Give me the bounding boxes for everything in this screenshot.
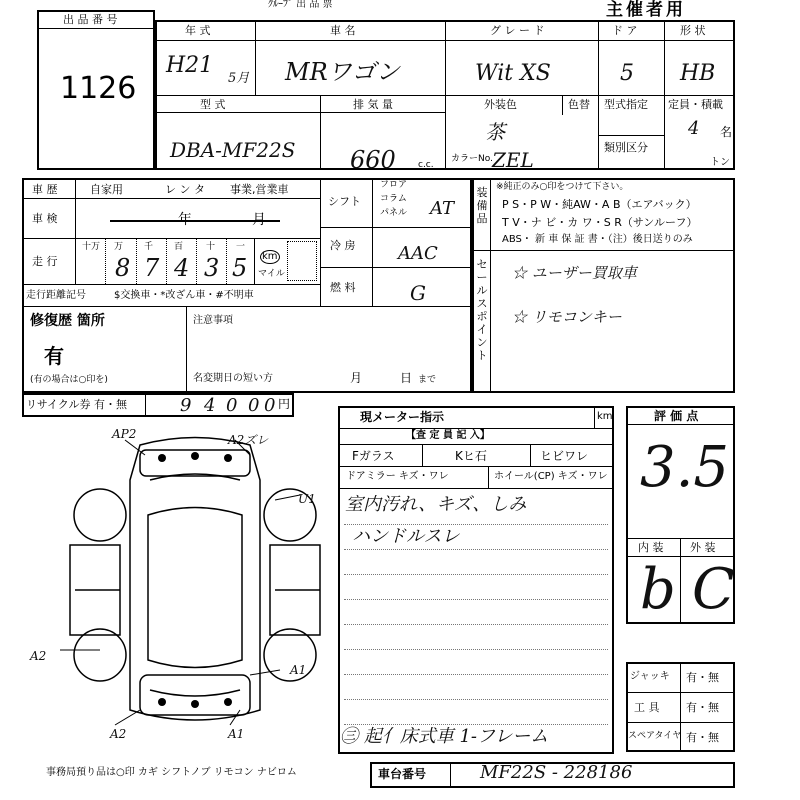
evaluation-score: 3.5: [640, 435, 730, 500]
inspector-label: 【査 定 員 記 入】: [406, 430, 490, 441]
recycle-label: リサイクル券 有・無: [26, 398, 127, 411]
exterior-grade: C: [692, 557, 735, 622]
history-label: 車 歴: [32, 183, 58, 196]
spare-tire-label: スペアタイヤ: [628, 731, 682, 741]
inspection-month: 月: [252, 212, 266, 228]
equipment-instruction: ※純正のみ○印をつけて下さい。: [496, 182, 629, 192]
sales-point-label: セ ー ル ス ポ イ ン ト: [476, 258, 488, 362]
interior-label: 内 装: [638, 541, 664, 554]
color-no-label: カラーNo.: [451, 154, 493, 164]
capacity-persons-unit: 名: [720, 125, 733, 139]
aircon-label: 冷 房: [330, 239, 356, 252]
exterior-color-value: 茶: [485, 120, 505, 144]
repair-label: 修復歴 箇所: [30, 313, 105, 329]
displacement-value: 660: [350, 146, 396, 174]
car-damage-diagram: [20, 420, 330, 750]
chassis-label: 車台番号: [378, 767, 427, 781]
color-no-value: ZEL: [492, 148, 534, 172]
grade-value: Wit XS: [475, 61, 551, 86]
inspection-label: 車 検: [32, 212, 58, 225]
damage-mark: U1: [298, 492, 316, 506]
type-label: 型 式: [200, 98, 226, 111]
history-business-option[interactable]: 事業,営業車: [230, 183, 289, 196]
damage-mark: A2: [110, 727, 127, 741]
door-mirror-label: ドアミラー キズ・ワレ: [346, 471, 449, 482]
mileage-digit: 4: [174, 254, 190, 282]
inspector-comment: ハンドルスレ: [352, 526, 460, 547]
category-label: 類別区分: [604, 141, 648, 154]
mileage-unit-km[interactable]: km: [262, 251, 278, 262]
equipment-label: 装 備 品: [476, 186, 488, 225]
equipment-line-3: ABS・ 新 車 保 証 書・（注）後日送りのみ: [502, 234, 693, 245]
spare-tire-option[interactable]: 有・無: [686, 731, 719, 744]
exterior-color-label: 外装色: [484, 98, 517, 111]
displacement-label: 排 気 量: [353, 98, 393, 111]
shift-option-floor[interactable]: フロア: [380, 180, 408, 190]
wheel-label: ホイール(CP) キズ・ワレ: [494, 471, 608, 482]
door-value: 5: [620, 61, 634, 86]
displacement-unit: c.c.: [418, 160, 434, 170]
notes-until: まで: [418, 375, 437, 385]
type-designation-label: 型式指定: [604, 98, 648, 111]
inspection-year: 年: [178, 212, 192, 228]
grade-label: グ レ ー ド: [490, 24, 545, 37]
mileage-mark-box: [287, 241, 317, 281]
equipment-line-1: P S・P W・純AW・A B（エアバック）: [502, 198, 697, 211]
equipment-line-2: T V・ナ ビ・カ ワ・S R（サンルーフ）: [502, 216, 698, 229]
meter-label: 現メーター指示: [360, 410, 445, 424]
color-change-label: 色替: [568, 98, 590, 111]
damage-mark: A1: [228, 727, 245, 741]
meter-unit: km: [597, 411, 613, 422]
shape-label: 形 状: [680, 24, 706, 37]
sales-point-item: ☆ リモコンキー: [512, 308, 622, 326]
mileage-digit: 7: [144, 254, 160, 282]
model-label: 車 名: [330, 24, 356, 37]
jack-option[interactable]: 有・無: [686, 671, 719, 684]
mileage-digit: 8: [115, 254, 131, 282]
repair-note: (有の場合は○印を): [30, 375, 108, 385]
recycle-digits: 9 4 0 0 0: [180, 395, 276, 416]
door-label: ド ア: [612, 24, 638, 37]
shift-value: AT: [430, 198, 455, 219]
capacity-persons: 4: [688, 118, 700, 139]
year-label: 年 式: [185, 24, 211, 37]
repair-value: 有: [44, 344, 64, 368]
type-value: DBA-MF22S: [170, 138, 296, 162]
shift-option-column[interactable]: コラム: [380, 194, 407, 204]
fuel-label: 燃 料: [330, 281, 356, 294]
form-title: ｸﾙｰﾌﾟ 出 品 票: [268, 0, 333, 10]
damage-mark: AP2: [112, 427, 137, 441]
mileage-note-label: 走行距離記号: [26, 290, 86, 301]
k-stone-label: Kヒ石: [455, 449, 487, 463]
damage-mark: A2ズレ: [228, 433, 269, 447]
capacity-label: 定員・積載: [668, 98, 723, 111]
tools-label: 工 具: [634, 701, 660, 714]
mileage-digit: 3: [204, 254, 220, 282]
damage-mark: A2: [30, 649, 47, 663]
history-private-option[interactable]: 自家用: [90, 183, 123, 196]
history-rental-option[interactable]: レ ン タ: [165, 183, 205, 196]
inspector-comment: 室内汚れ、キズ、しみ: [345, 494, 527, 515]
capacity-tons-unit: トン: [710, 157, 730, 168]
crack-label: ヒビワレ: [540, 449, 589, 463]
exterior-label: 外 装: [690, 541, 716, 554]
fuel-value: G: [410, 281, 426, 305]
mileage-digit: 5: [232, 254, 248, 282]
inspector-footer-note: ㊂ 起亻床式車 1-フレーム: [340, 726, 549, 747]
notes-label: 注意事項: [193, 315, 233, 326]
year-era: H21: [166, 53, 214, 78]
shape-value: HB: [680, 61, 716, 86]
aircon-value: AAC: [398, 243, 438, 264]
interior-grade: b: [640, 557, 676, 622]
f-glass-label: Fガラス: [352, 449, 395, 463]
recycle-unit: 円: [278, 397, 291, 411]
model-name: MRワゴン: [285, 58, 400, 86]
mileage-label: 走 行: [32, 255, 58, 268]
shift-label: シフト: [328, 195, 361, 208]
jack-label: ジャッキ: [630, 671, 670, 682]
notes-month: 月: [350, 371, 363, 385]
office-note: 事務局預り品は○印 カギ シフトノブ リモコン ナビロム: [46, 767, 297, 778]
year-month: 5月: [228, 71, 250, 86]
chassis-value: MF22S - 228186: [480, 762, 633, 783]
notes-day: 日: [400, 371, 413, 385]
lot-number: 1126: [60, 71, 137, 106]
mileage-units: 十万 万 千 百 十 一: [82, 242, 246, 252]
evaluation-label: 評 価 点: [654, 409, 699, 423]
tools-option[interactable]: 有・無: [686, 701, 719, 714]
lot-label: 出 品 番 号: [63, 13, 118, 26]
damage-mark: A1: [290, 663, 307, 677]
sales-point-item: ☆ ユーザー買取車: [512, 264, 637, 282]
notes-period-label: 名変期日の短い方: [193, 373, 273, 384]
organizer-label: 主催者用: [606, 0, 686, 20]
mileage-note-value: $交換車・*改ざん車・#不明車: [114, 290, 254, 301]
mileage-unit-mile[interactable]: マイル: [258, 269, 285, 279]
shift-option-panel[interactable]: パネル: [380, 208, 408, 218]
